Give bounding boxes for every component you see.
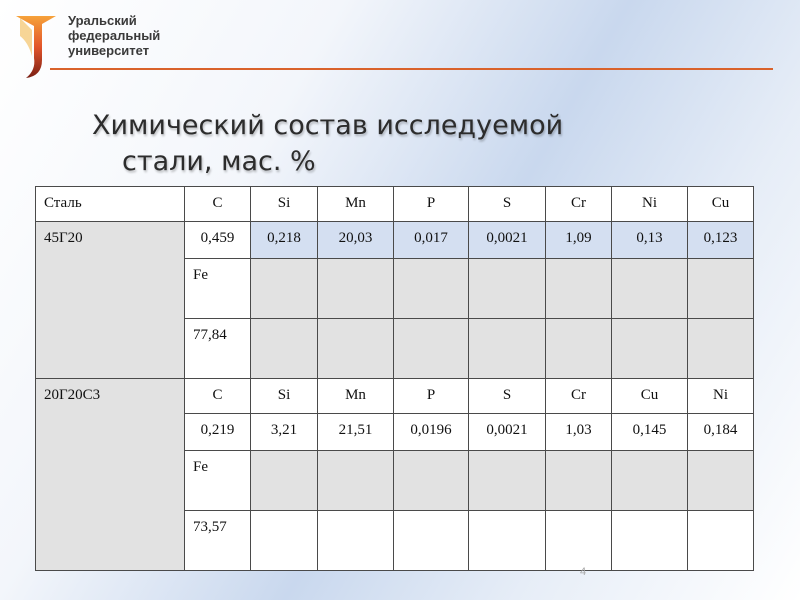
university-logo-icon — [12, 12, 60, 82]
empty-cell — [251, 319, 318, 379]
table-row — [36, 379, 754, 414]
university-name — [68, 13, 160, 58]
fe-label-cell: Fe — [185, 451, 251, 511]
empty-cell — [688, 511, 754, 571]
composition-table — [35, 186, 754, 571]
element-cell: Cr — [546, 379, 612, 414]
value-cell: 0,145 — [612, 414, 688, 451]
empty-cell — [688, 319, 754, 379]
steel-name-cell: 45Г20 — [36, 222, 185, 379]
empty-cell — [318, 259, 394, 319]
empty-cell — [469, 511, 546, 571]
empty-cell — [612, 451, 688, 511]
element-cell: Mn — [318, 187, 394, 222]
empty-cell — [612, 319, 688, 379]
header-divider — [50, 68, 773, 70]
element-cell: S — [469, 379, 546, 414]
element-cell: C — [185, 379, 251, 414]
empty-cell — [318, 319, 394, 379]
element-cell: Ni — [612, 187, 688, 222]
empty-cell — [546, 511, 612, 571]
slide-title-line-1: Химический состав исследуемой — [92, 110, 564, 141]
value-cell: 20,03 — [318, 222, 394, 259]
empty-cell — [688, 451, 754, 511]
element-cell: Si — [251, 379, 318, 414]
empty-cell — [469, 319, 546, 379]
element-cell: Cr — [546, 187, 612, 222]
value-cell: 0,219 — [185, 414, 251, 451]
empty-cell — [394, 511, 469, 571]
empty-cell — [251, 451, 318, 511]
empty-cell — [394, 259, 469, 319]
value-cell: 21,51 — [318, 414, 394, 451]
element-cell: Mn — [318, 379, 394, 414]
value-cell: 1,09 — [546, 222, 612, 259]
value-cell: 0,13 — [612, 222, 688, 259]
table-row — [36, 222, 754, 259]
value-cell: 0,017 — [394, 222, 469, 259]
value-cell: 0,218 — [251, 222, 318, 259]
slide-title — [92, 108, 563, 180]
element-cell: P — [394, 379, 469, 414]
element-cell: S — [469, 187, 546, 222]
element-cell: P — [394, 187, 469, 222]
element-cell: Cu — [612, 379, 688, 414]
header-cell-steel: Сталь — [36, 187, 185, 222]
university-name-line-2: федеральный — [68, 28, 161, 43]
fe-value-cell: 77,84 — [185, 319, 251, 379]
empty-cell — [251, 511, 318, 571]
empty-cell — [612, 259, 688, 319]
fe-value-cell: 73,57 — [185, 511, 251, 571]
university-name-line-3: университет — [68, 43, 150, 58]
element-cell: Ni — [688, 379, 754, 414]
empty-cell — [394, 451, 469, 511]
table-header-row — [36, 187, 754, 222]
value-cell: 0,0021 — [469, 222, 546, 259]
empty-cell — [469, 451, 546, 511]
value-cell: 0,123 — [688, 222, 754, 259]
element-cell: C — [185, 187, 251, 222]
empty-cell — [394, 319, 469, 379]
empty-cell — [318, 451, 394, 511]
value-cell: 0,184 — [688, 414, 754, 451]
value-cell: 1,03 — [546, 414, 612, 451]
empty-cell — [469, 259, 546, 319]
empty-cell — [546, 259, 612, 319]
fe-label-cell: Fe — [185, 259, 251, 319]
value-cell: 0,459 — [185, 222, 251, 259]
empty-cell — [318, 511, 394, 571]
university-name-line-1: Уральский — [68, 13, 137, 28]
empty-cell — [546, 319, 612, 379]
empty-cell — [688, 259, 754, 319]
steel-name-cell: 20Г20С3 — [36, 379, 185, 571]
slide-title-line-2: стали, мас. % — [122, 146, 316, 177]
empty-cell — [546, 451, 612, 511]
element-cell: Si — [251, 187, 318, 222]
value-cell: 0,0196 — [394, 414, 469, 451]
value-cell: 0,0021 — [469, 414, 546, 451]
empty-cell — [251, 259, 318, 319]
element-cell: Cu — [688, 187, 754, 222]
value-cell: 3,21 — [251, 414, 318, 451]
page-number: 4 — [580, 566, 587, 578]
empty-cell — [612, 511, 688, 571]
